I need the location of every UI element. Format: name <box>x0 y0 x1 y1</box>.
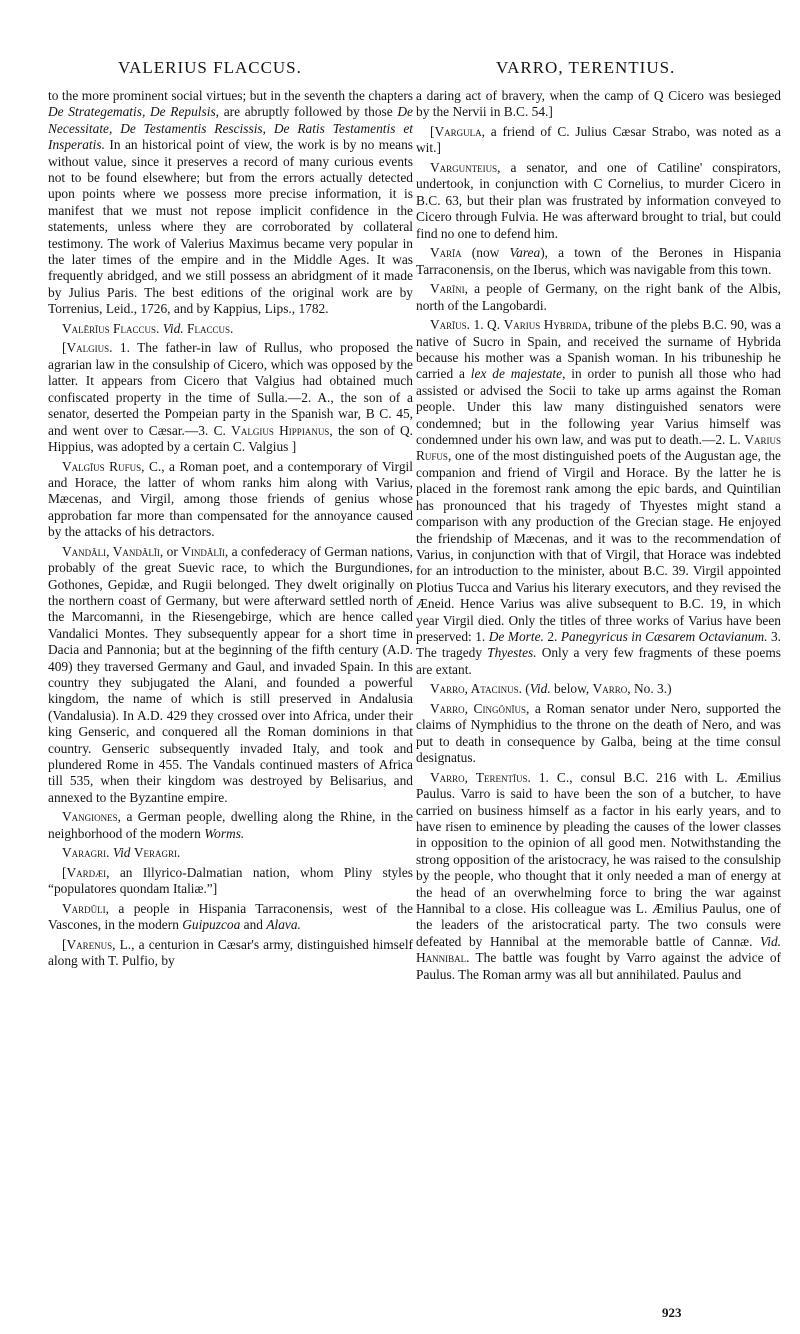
entry-text: Only a very few fragments of these poems are extant. <box>416 645 782 677</box>
entry-text: , one of the most distinguished poets of the Augustan age, the companion and friend of Virgil and Horace. By the latter he is placed in the foremost rank among the epic bards, and Quintilian has pronounced that his tragedy of Thyestes might stand a comparison with any production of the Grecian stage. He enjoyed the friendship of Mæcenas, and it was to the recommendation of Varius, in conjunction with that of Virgil, that Horace was indebted for an introduction to the minister, about B.C. 39. Virgil appointed Plotius Tucca and Varius his literary executors, and they revised the Æneid. Hence Varius was alive subsequent to B.C. 19, in which year Virgil died. Only the titles of three works of Varius have been preserved: 1. <box>416 448 781 644</box>
headword: Varro, Cingōnĭus <box>430 700 526 716</box>
headword: Varro, Terentĭus. <box>430 769 531 785</box>
right-column-entry <box>416 681 781 697</box>
entry-text: , a people of Germany, on the right bank of the Albis, north of the Langobardi. <box>416 281 781 313</box>
headword: Varĭa <box>430 245 462 261</box>
page-number: 923 <box>662 1305 682 1320</box>
entry-text: , a people in Hispania Tarraconensis, west of the Vascones, in the modern <box>48 901 413 933</box>
entry-text: and <box>240 917 267 933</box>
headword: Flaccus. <box>187 320 234 336</box>
left-column-entry <box>48 321 413 337</box>
headword: Varius Hybrida <box>503 317 588 333</box>
entry-text: , a confederacy of German nations, probably of the great Suevic race, to which the Burgundiones, Gothones, Gepidæ, and Rugii belonged. They dwelt originally on the northern coast of Germany, but were afterward settled north of the Marcomanni, in the Riesengebirge, which are hence called Vandalici Montes. They subsequently appear for a short time in Dacia and Pannonia; but at the beginning of the fifth century (A.D. 409) they traversed Germany and Gaul, and invaded Spain. In this country they subjugated the Alani, and founded a powerful kingdom, the name of which is still preserved in Andalusia (Vandalusia). In A.D. 429 they crossed over into Africa, under their king Genseric, and conquered all the Roman dominions in that country. Genseric subsequently invaded Italy, and took and plundered Rome in 455. The Vandals continued masters of Africa till 535, when their kingdom was destroyed by Belisarius, and annexed to the Byzantine empire. <box>48 543 413 805</box>
left-column <box>48 88 413 973</box>
headword: Valgius Hippianus <box>231 422 330 438</box>
headword: [Vardæi <box>62 865 107 880</box>
entry-text: or <box>163 543 182 559</box>
italic-text: lex de majestate <box>470 366 563 382</box>
italic-text: Panegyricus in Cæsarem Octavianum. <box>560 628 768 644</box>
italic-text: Vid. <box>162 320 184 336</box>
entry-text: , the son of Q. Hippius, was adopted by a certain C. Valgius ] <box>48 422 414 454</box>
entry-text: , an Illyrico-Dalmatian nation, whom Pliny styles “populatores quondam Italiæ.”] <box>48 865 413 897</box>
left-column-entry <box>48 901 413 934</box>
headword: Hannibal. <box>416 950 470 966</box>
entry-text: , a friend of C. Julius Cæsar Strabo, was noted as a wit.] <box>416 124 781 156</box>
left-column-entry <box>48 544 413 807</box>
right-column-entry <box>416 245 781 278</box>
italic-text: Worms. <box>204 825 245 841</box>
headword: [Valgius <box>62 340 110 356</box>
right-column-entry <box>416 770 781 983</box>
entry-text: 2. <box>543 628 561 644</box>
italic-text: De Strategematis, De Repulsis, <box>48 104 220 120</box>
right-column-continued-text <box>416 88 781 121</box>
italic-text: Varea <box>509 245 541 261</box>
headword: Varĭus. <box>430 317 471 333</box>
headword: [Vargula <box>430 124 482 139</box>
headword: Varius Rufus <box>416 432 781 464</box>
entry-text: ( <box>521 681 530 697</box>
headword: Vardŭli <box>62 901 106 916</box>
headword: Varro <box>592 681 628 697</box>
running-header-left: VALERIUS FLACCUS. <box>118 58 302 77</box>
right-column-entry <box>416 160 781 242</box>
italic-text: Vid. <box>760 933 781 949</box>
entry-text: to the more prominent social virtues; but in the seventh the chapters <box>48 88 413 103</box>
headword: Vandăli, Vandălĭi, <box>62 543 164 559</box>
entry-text: , a senator, and one of Catiline' conspirators, undertook, in conjunction with C Cornelius, to murder Cicero in B.C. 63, but their plan was frustrated by information conveyed to Cicero through Fulvia. He was afterward brought to trial, but could find no one to defend him. <box>416 160 781 241</box>
running-header-right: VARRO, TERENTIUS. <box>496 58 676 77</box>
headword: Veragri. <box>133 845 181 861</box>
italic-text: Alava. <box>266 917 301 933</box>
left-column-continued-text <box>48 88 413 318</box>
entry-text: , a German people, dwelling along the Rhine, in the neighborhood of the modern <box>48 809 413 841</box>
entry-text: ), a town of the Berones in Hispania Tarraconensis, on the Iberus, which was navigable from this town. <box>416 245 782 277</box>
left-column-entry <box>48 809 413 842</box>
right-column-entry <box>416 317 781 678</box>
headword: Varīni <box>430 281 465 297</box>
italic-text: Vid. <box>529 681 551 697</box>
italic-text: De Necessitate, De Testamentis Rescissis, De Ratis Testamentis et Insperatis. <box>48 104 414 153</box>
entry-text: The battle was fought by Varro against the advice of Paulus. The Roman army was all but annihilated. Paulus and <box>416 950 781 982</box>
headword: Varagri. <box>62 845 110 861</box>
entry-text: 3. The tragedy <box>416 628 781 661</box>
right-column-entry <box>416 281 781 314</box>
headword: [Varenus <box>62 937 113 952</box>
entry-text: , C., a Roman poet, and a contemporary of Virgil and Horace, the latter of whom ranks him along with Varius, Mæcenas, and Virgil, among those friends of genius whose approbation far more than compensated for the annoyance caused by the attacks of his detractors. <box>48 458 413 540</box>
entry-text: , a Roman senator under Nero, supported the claims of Nymphidius to the throne on the death of Nero, and was put to death in consequence by Galba, being at the time consul designatus. <box>416 700 781 766</box>
left-column-entry <box>48 340 413 455</box>
entry-text: , No. 3.) <box>627 681 672 697</box>
left-column-entry <box>48 865 413 898</box>
headword: Varro, Atacinus. <box>430 681 522 697</box>
italic-text: Thyestes. <box>487 645 537 661</box>
entry-text: 1. Q. <box>470 317 504 333</box>
entry-text: 1. C., consul B.C. 216 with L. Æmilius Paulus. Varro is said to have been the son of a butcher, to have carried on business himself as a factor in his early years, and to have risen to eminence by pleading the causes of the lower classes in opposition to the opinion of all good men. Notwithstanding the strong opposition of the aristocracy, he was raised to the consulship by the people, who thought that it only needed a man of energy at the head of an overwhelming force to bring the war against Hannibal to a close. His colleague was L. Æmilius Paulus, one of the leaders of the aristocratical party. The two consuls were defeated by Hannibal at the memorable battle of Cannæ. <box>416 769 781 949</box>
italic-text: Guipuzcoa <box>182 917 241 933</box>
headword: Valĕrĭus Flaccus. <box>62 320 160 336</box>
entry-text: a daring act of bravery, when the camp of Q Cicero was besieged by the Nervii in B.C. 54.] <box>416 88 781 120</box>
right-column <box>416 88 781 986</box>
headword: Vangiones <box>62 809 118 825</box>
italic-text: Vid <box>112 845 131 861</box>
entry-text: , in order to punish all those who had assisted or advised the Socii to take up arms against the Roman people. Under this law many distinguished senators were condemned; but in the following year Varius himself was condemned under his own law, and was put to death.—2. L. <box>416 366 781 448</box>
left-column-entry <box>48 937 413 970</box>
headword: Vargunteius <box>430 160 498 175</box>
left-column-entry <box>48 845 413 861</box>
right-column-entry <box>416 701 781 767</box>
entry-text: . 1. The father-in law of Rullus, who proposed the agrarian law in the consulship of Cicero, which was opposed by the latter. It appears from Cicero that Valgius had obtained much confiscated property in the time of Sulla.—2. A., the son of a senator, deserted the Pompeian party in the Spanish war, B C. 45, and went over to Cæsar.—3. C. <box>48 340 413 438</box>
right-column-entry <box>416 124 781 157</box>
entry-text: In an historical point of view, the work is by no means without value, since it preserves a record of many curious events not to be found elsewhere; but from the errors actually detected upon points where we possess more precise information, it is manifest that we must not repose implicit confidence in the statements, unless where they are corroborated by collateral testimony. The work of Valerius Maximus became very popular in the later times of the empire and in the Middle Ages. It was frequently abridged, and we still possess an abridgment of it made by Julius Paris. The best editions of the original work are by Torrenius, Leid., 1726, and by Kappius, Lips., 1782. <box>48 137 413 317</box>
entry-text: , tribune of the plebs B.C. 90, was a native of Sucro in Spain, and received the surname of Hybrida because his mother was a Spanish woman. In his tribuneship he carried a <box>416 317 781 382</box>
headword: Valgĭus Rufus <box>62 458 142 474</box>
italic-text: De Morte. <box>488 628 544 644</box>
entry-text: below, <box>550 681 593 697</box>
entry-text: (now <box>461 245 510 261</box>
left-column-entry <box>48 459 413 541</box>
headword: Vindălĭi <box>181 543 225 559</box>
entry-text: are abruptly followed by those <box>219 104 398 120</box>
entry-text: , L., a centurion in Cæsar's army, distinguished himself along with T. Pulfio, by <box>48 937 413 969</box>
